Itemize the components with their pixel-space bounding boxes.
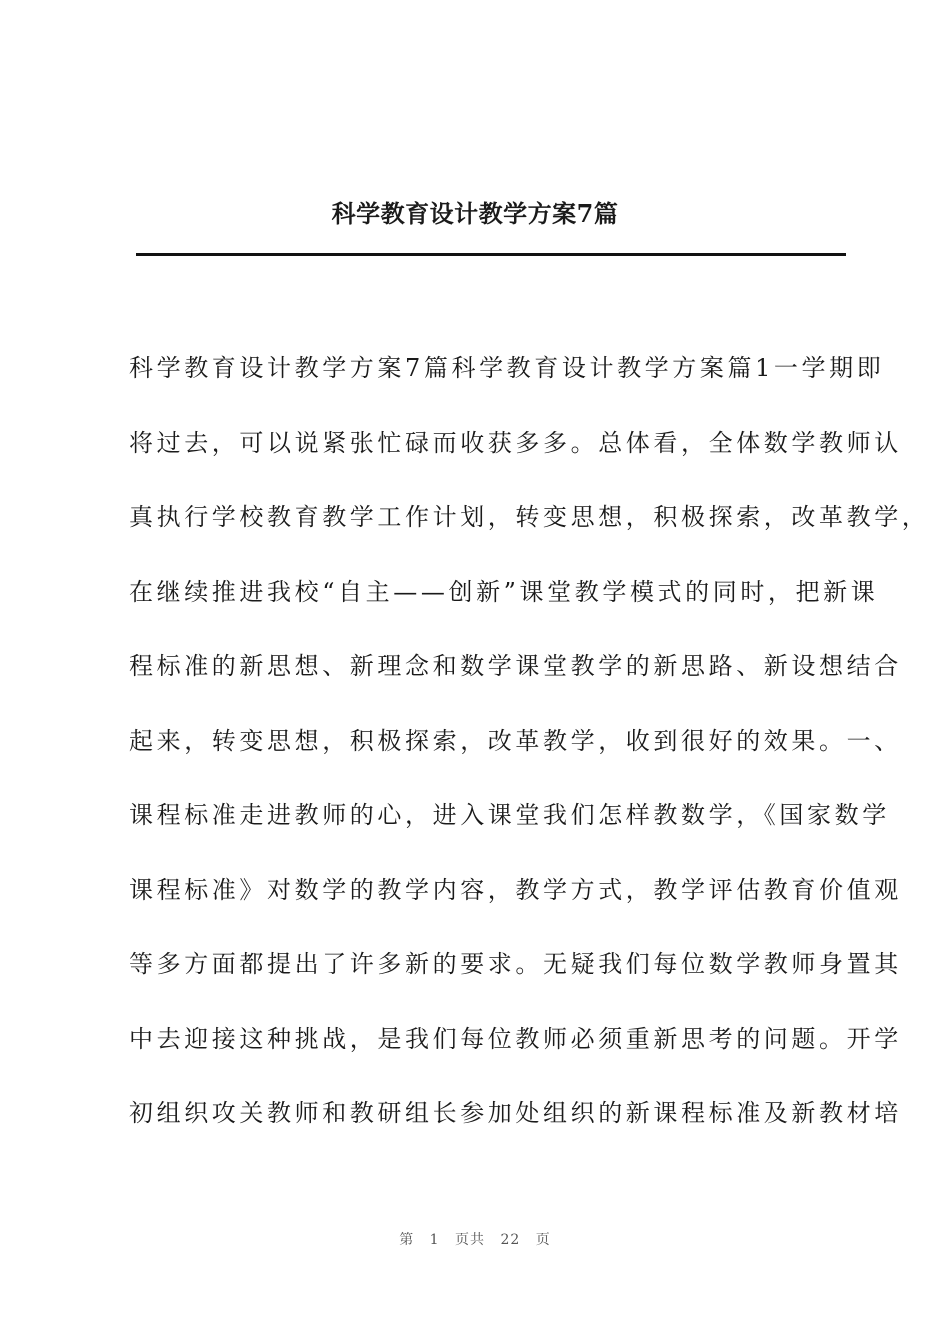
document-body [129,342,930,1162]
title-divider [136,253,846,256]
body-line: 课程标准走进教师的心，进入课堂我们怎样教数学，《国家数学 [129,801,890,829]
page-footer: 第 1 页共 22 页 [399,1232,551,1248]
body-line: 真执行学校教育教学工作计划，转变思想，积极探索，改革教学， [129,503,930,531]
body-line: 起来，转变思想，积极探索，改革教学，收到很好的效果。一、 [129,726,902,755]
body-line: 在继续推进我校“自主——创新”课堂教学模式的同时，把新课 [129,577,879,606]
body-line: 将过去，可以说紧张忙碌而收获多多。总体看，全体数学教师认 [129,428,902,457]
body-line: 初组织攻关教师和教研组长参加处组织的新课程标准及新教材培 [129,1099,902,1127]
body-line: 课程标准》对数学的教学内容，教学方式，教学评估教育价值观 [129,875,902,904]
body-line: 科学教育设计教学方案7篇科学教育设计教学方案篇1一学期即 [129,354,885,382]
document-title: 科学教育设计教学方案7篇 [331,199,619,228]
body-line: 程标准的新思想、新理念和数学课堂教学的新思路、新设想结合 [129,652,902,680]
body-line: 中去迎接这种挑战，是我们每位教师必须重新思考的问题。开学 [129,1024,902,1053]
body-line: 等多方面都提出了许多新的要求。无疑我们每位数学教师身置其 [129,950,902,978]
